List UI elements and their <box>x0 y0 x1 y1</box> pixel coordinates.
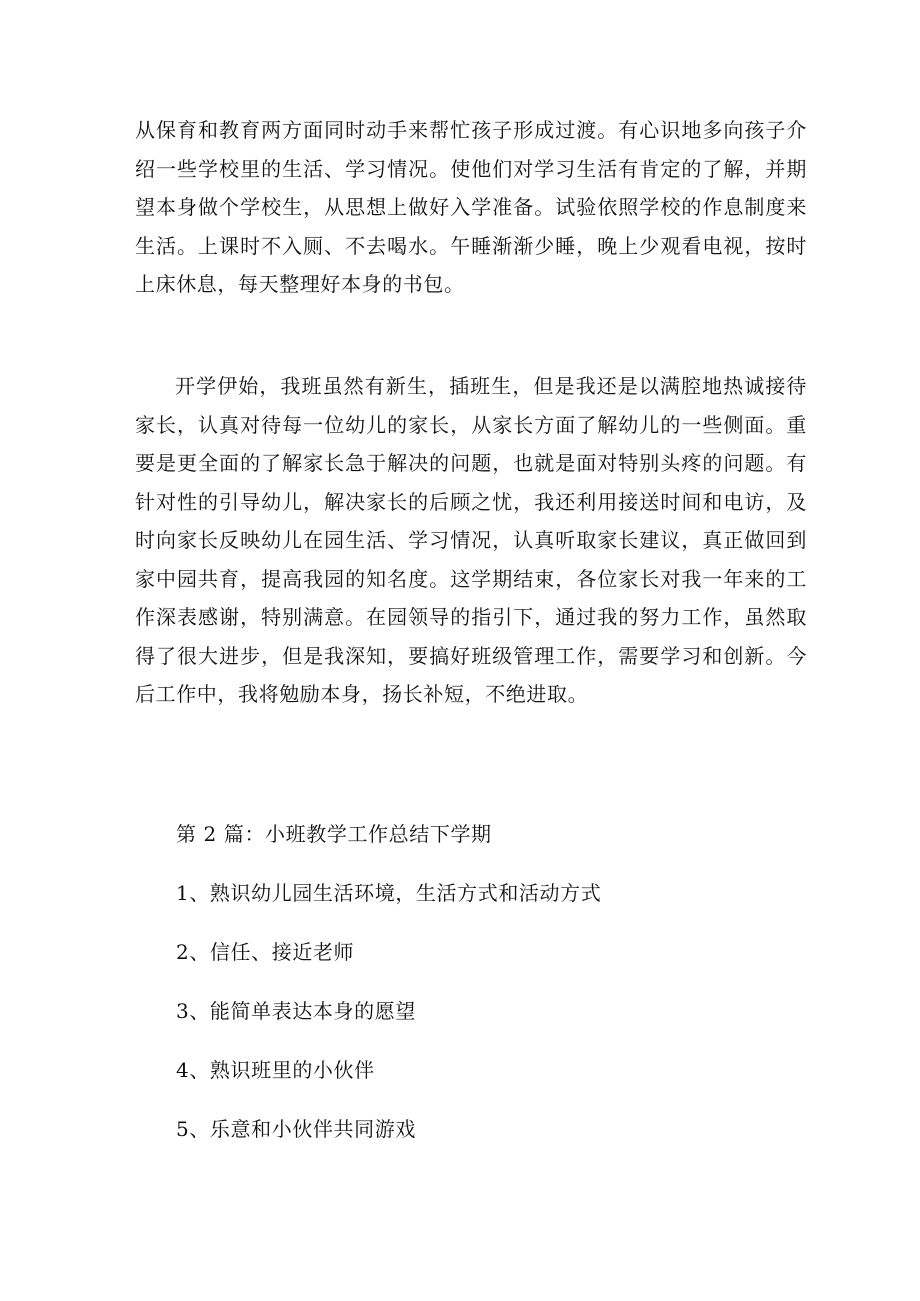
list-item: 4、熟识班里的小伙伴 <box>176 1058 375 1082</box>
list-item: 5、乐意和小伙伴共同游戏 <box>176 1117 416 1141</box>
list-item: 2、信任、接近老师 <box>176 940 355 964</box>
body-paragraph: 从保育和教育两方面同时动手来帮忙孩子形成过渡。有心识地多向孩子介绍一些学校里的生活、学习情况。使他们对学习生活有肯定的了解，并期望本身做个学校生，从思想上做好入学准备。试验依照学校的作息制度来生活。上课时不入厕、不去喝水。午睡渐渐少睡，晚上少观看电视，按时上床休息，每天整理好本身的书包。 <box>135 118 807 296</box>
list-item: 1、熟识幼儿园生活环境，生活方式和活动方式 <box>176 881 602 905</box>
list-item: 3、能简单表达本身的愿望 <box>176 999 416 1023</box>
body-paragraph: 开学伊始，我班虽然有新生，插班生，但是我还是以满腔地热诚接待家长，认真对待每一位幼儿的家长，从家长方面了解幼儿的一些侧面。重要是更全面的了解家长急于解决的问题，也就是面对特别头疼的问题。有针对性的引导幼儿，解决家长的后顾之忧，我还利用接送时间和电访，及时向家长反映幼儿在园生活、学习情况，认真听取家长建议，真正做回到家中园共育，提高我园的知名度。这学期结束，各位家长对我一年来的工作深表感谢，特别满意。在园领导的指引下，通过我的努力工作，虽然取得了很大进步，但是我深知，要搞好班级管理工作，需要学习和创新。今后工作中，我将勉励本身，扬长补短，不绝进取。 <box>135 374 807 706</box>
section-heading: 第 2 篇：小班教学工作总结下学期 <box>176 822 492 846</box>
